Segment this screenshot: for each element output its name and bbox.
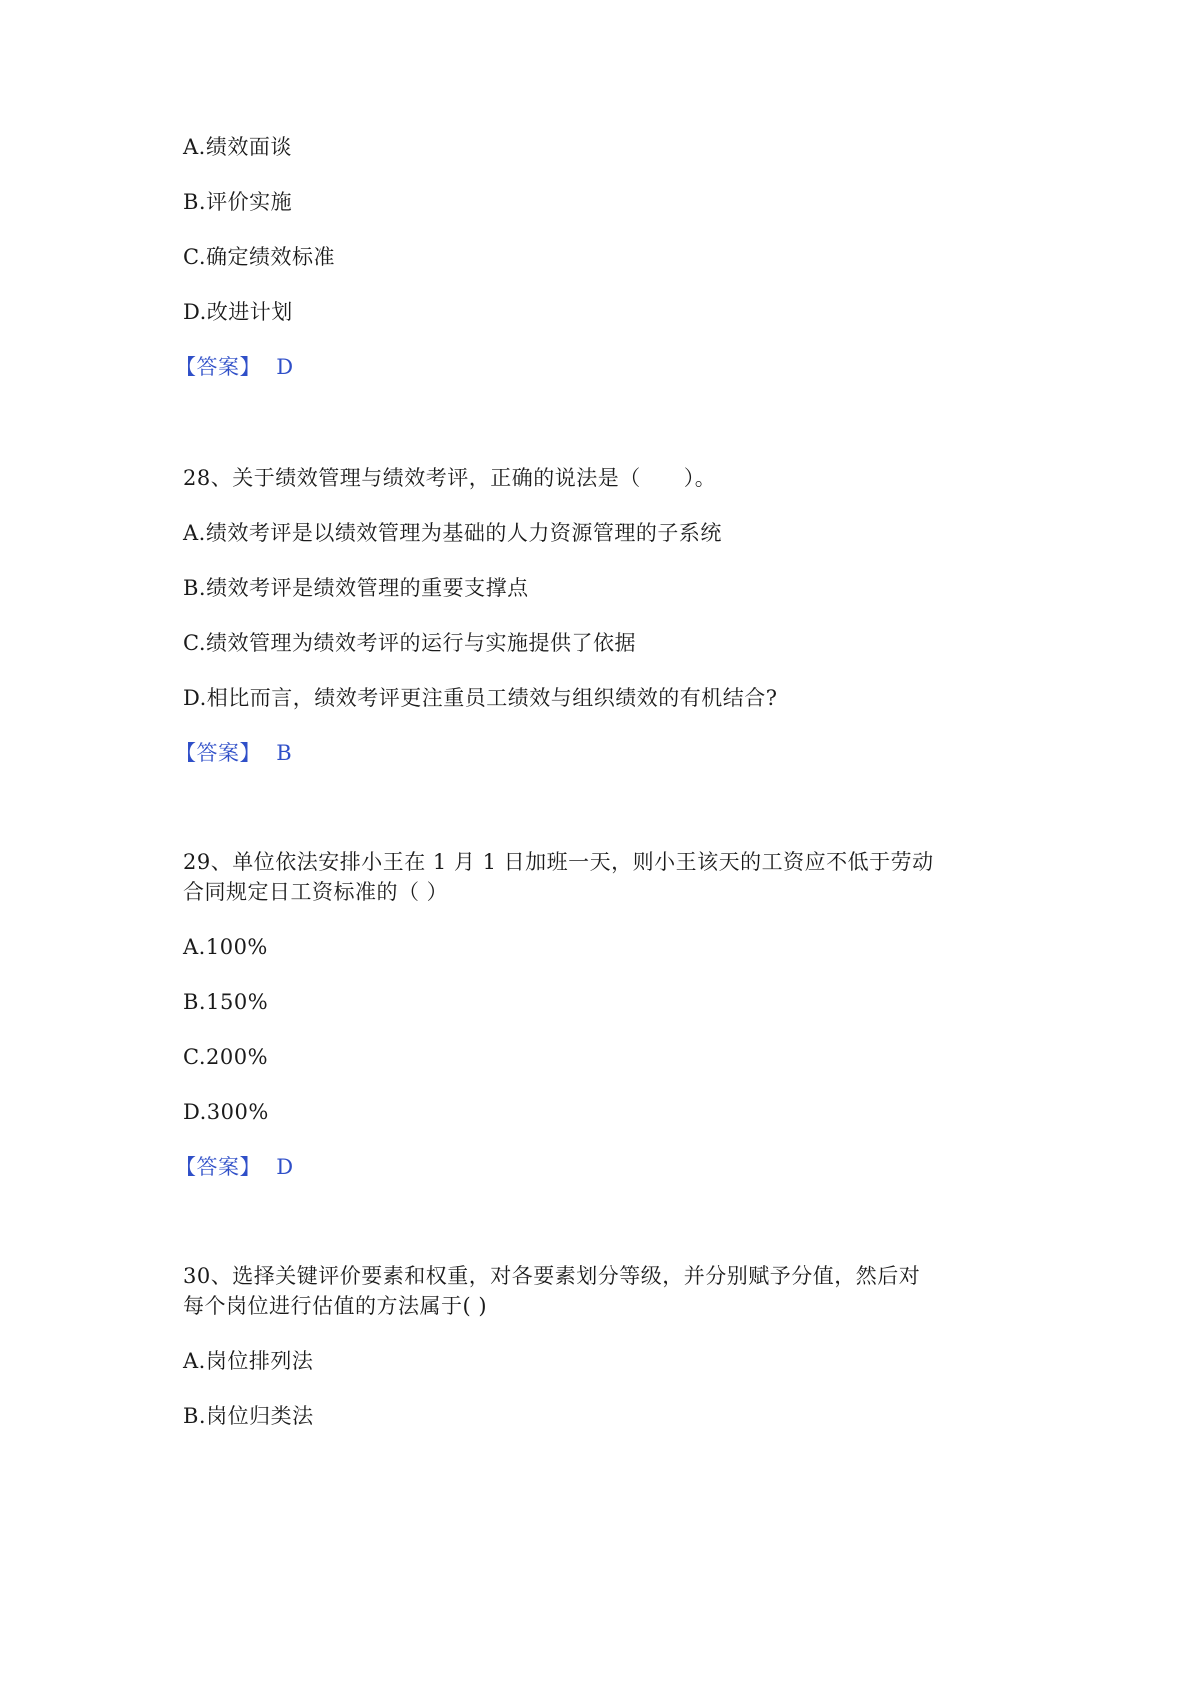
question-28-option-d: D.相比而言，绩效考评更注重员工绩效与组织绩效的有机结合? [183, 686, 778, 710]
answer-value: D [276, 1155, 294, 1179]
question-29-option-b: B.150% [183, 990, 269, 1014]
answer-value: B [276, 741, 293, 765]
option-c: C.确定绩效标准 [183, 245, 335, 269]
answer-label: 【答案】 [175, 741, 261, 765]
option-a: A.绩效面谈 [183, 135, 292, 159]
answer-label: 【答案】 [175, 355, 261, 379]
question-29-option-d: D.300% [183, 1100, 269, 1124]
question-29-stem-line2: 合同规定日工资标准的（ ） [183, 880, 449, 904]
answer-value: D [276, 355, 294, 379]
answer-label: 【答案】 [175, 1155, 261, 1179]
question-30-stem-line2: 每个岗位进行估值的方法属于( ) [183, 1294, 488, 1318]
question-28-stem: 28、关于绩效管理与绩效考评，正确的说法是（ ）。 [183, 466, 717, 490]
question-29-option-a: A.100% [183, 935, 268, 959]
question-30-stem-line1: 30、选择关键评价要素和权重，对各要素划分等级，并分别赋予分值，然后对 [183, 1264, 921, 1288]
question-28-option-c: C.绩效管理为绩效考评的运行与实施提供了依据 [183, 631, 636, 655]
option-b: B.评价实施 [183, 190, 293, 214]
question-28-option-b: B.绩效考评是绩效管理的重要支撑点 [183, 576, 529, 600]
option-d: D.改进计划 [183, 300, 293, 324]
question-30-option-b: B.岗位归类法 [183, 1404, 314, 1428]
question-28-option-a: A.绩效考评是以绩效管理为基础的人力资源管理的子系统 [183, 521, 722, 545]
question-29-option-c: C.200% [183, 1045, 269, 1069]
question-30-option-a: A.岗位排列法 [183, 1349, 314, 1373]
question-28-answer [175, 739, 292, 767]
question-29-stem-line1: 29、单位依法安排小王在 1 月 1 日加班一天，则小王该天的工资应不低于劳动 [183, 850, 934, 874]
question-29-answer [175, 1153, 294, 1181]
answer-line [175, 353, 294, 381]
